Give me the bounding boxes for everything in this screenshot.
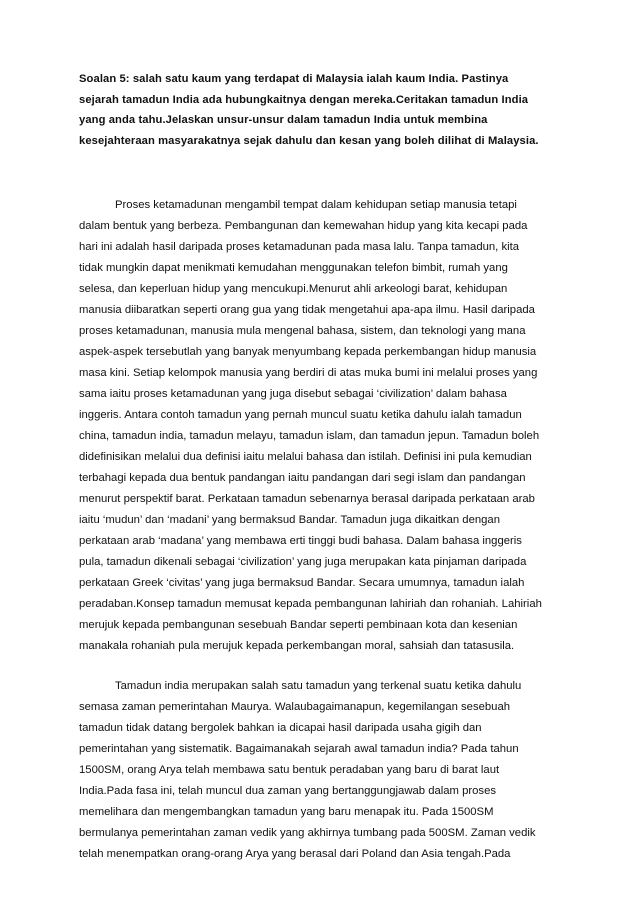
- paragraph-line: pemerintahan yang sistematik. Bagaimanakah sejarah awal tamadun india? Pada tahun: [79, 743, 519, 755]
- paragraph-line: tidak mungkin dapat menikmati kemudahan menggunakan telefon bimbit, rumah yang: [79, 262, 508, 274]
- paragraph-line: manusia diibaratkan seperti orang gua yang tidak mengetahui apa-apa ilmu. Hasil daripada: [79, 304, 535, 316]
- paragraph-line: dalam bentuk yang berbeza. Pembangunan dan kemewahan hidup yang kita kecapi pada: [79, 220, 528, 232]
- paragraph-line: aspek-aspek tersebutlah yang banyak menyumbang kepada perkembangan hidup manusia: [79, 346, 537, 358]
- heading-line: Soalan 5: salah satu kaum yang terdapat di Malaysia ialah kaum India. Pastinya: [79, 73, 509, 85]
- heading-line: kesejahteraan masyarakatnya sejak dahulu dan kesan yang boleh dilihat di Malaysia.: [79, 134, 539, 147]
- paragraph-line: proses ketamadunan, manusia mula mengenal bahasa, sistem, dan teknologi yang mana: [79, 325, 526, 337]
- paragraph-line: tamadun tidak datang bergolek bahkan ia dicapai hasil daripada usaha gigih dan: [79, 722, 482, 734]
- paragraph-line: memelihara dan mengembangkan tamadun yang baru menapak itu. Pada 1500SM: [79, 806, 494, 818]
- paragraph-line: manakala rohaniah pula merujuk kepada perkembangan moral, sahsiah dan tatasusila.: [79, 640, 515, 652]
- paragraph-line: didefinisikan melalui dua definisi iaitu melalui bahasa dan istilah. Definisi ini pula kemudian: [79, 451, 532, 463]
- paragraph-line: selesa, dan keperluan hidup yang mencukupi.Menurut ahli arkeologi barat, kehidupan: [79, 283, 508, 295]
- paragraph-line: iaitu ‘mudun’ dan ‘madani’ yang bermaksud Bandar. Tamadun juga dikaitkan dengan: [79, 514, 500, 526]
- paragraph-line: telah menempatkan orang-orang Arya yang berasal dari Poland dan Asia tengah.Pada: [79, 848, 511, 860]
- paragraph-line: merujuk kepada pembangunan sesebuah Bandar seperti pembinaan kota dan kesenian: [79, 619, 518, 631]
- heading-line: sejarah tamadun India ada hubungkaitnya dengan mereka.Ceritakan tamadun India: [79, 93, 529, 106]
- paragraph-line: pula, tamadun dikenali sebagai ‘civilization’ yang juga merupakan kata pinjaman daripada: [79, 556, 527, 568]
- paragraph-line: china, tamadun india, tamadun melayu, tamadun islam, dan tamadun jepun. Tamadun boleh: [79, 430, 540, 442]
- paragraph-line: masa kini. Setiap kelompok manusia yang berdiri di atas muka bumi ini melalui proses yang: [79, 367, 538, 379]
- paragraph-line: Proses ketamadunan mengambil tempat dalam kehidupan setiap manusia tetapi: [115, 199, 517, 211]
- document-page: [79, 69, 565, 865]
- paragraph-line: sama iaitu proses ketamadunan yang juga disebut sebagai ‘civilization’ dalam bahasa: [79, 388, 507, 400]
- paragraph-line: menurut perspektif barat. Perkataan tamadun sebenarnya berasal daripada perkataan arab: [79, 493, 535, 505]
- paragraph-2: [79, 676, 565, 865]
- paragraph-1: [79, 195, 565, 657]
- paragraph-line: bermulanya pemerintahan zaman vedik yang akhirnya tumbang pada 500SM. Zaman vedik: [79, 827, 536, 839]
- paragraph-line: perkataan arab ‘madana’ yang membawa erti tinggi budi bahasa. Dalam bahasa inggeris: [79, 535, 522, 547]
- paragraph-line: 1500SM, orang Arya telah membawa satu bentuk peradaban yang baru di barat laut: [79, 764, 500, 776]
- paragraph-line: semasa zaman pemerintahan Maurya. Walaubagaimanapun, kegemilangan sesebuah: [79, 701, 511, 713]
- paragraph-line: hari ini adalah hasil daripada proses ketamadunan pada masa lalu. Tanpa tamadun, kita: [79, 241, 520, 253]
- paragraph-line: inggeris. Antara contoh tamadun yang pernah muncul suatu ketika dahulu ialah tamadun: [79, 409, 522, 421]
- paragraph-line: perkataan Greek ‘civitas’ yang juga bermaksud Bandar. Secara umumnya, tamadun ialah: [79, 577, 525, 589]
- paragraph-line: terbahagi kepada dua bentuk pandangan iaitu pandangan dari segi islam dan pandangan: [79, 472, 526, 484]
- question-heading: [79, 69, 565, 151]
- paragraph-line: India.Pada fasa ini, telah muncul dua zaman yang bertanggungjawab dalam proses: [79, 785, 497, 797]
- paragraph-line: Tamadun india merupakan salah satu tamadun yang terkenal suatu ketika dahulu: [115, 680, 522, 692]
- heading-line: yang anda tahu.Jelaskan unsur-unsur dalam tamadun India untuk membina: [79, 114, 488, 126]
- paragraph-line: peradaban.Konsep tamadun memusat kepada pembangunan lahiriah dan rohaniah. Lahiriah: [79, 598, 542, 610]
